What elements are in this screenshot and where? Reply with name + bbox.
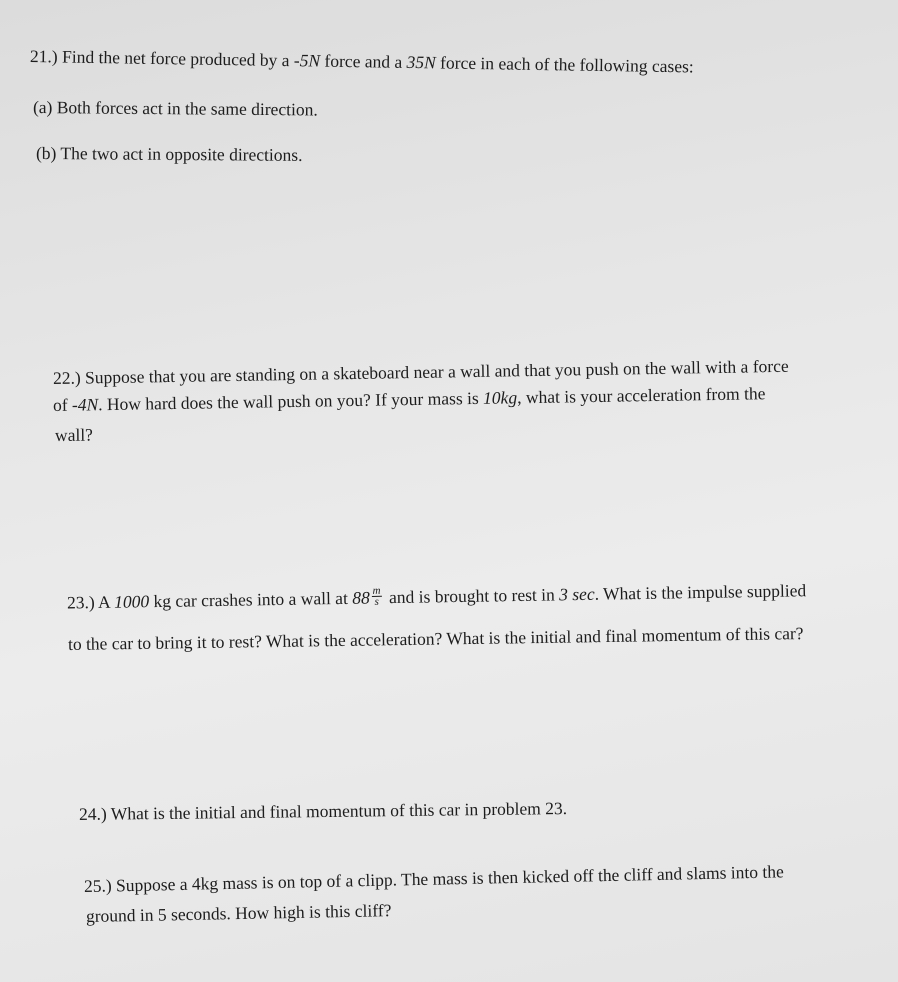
stop-time: 3 sec [558,583,595,605]
problem-21-part-a: (a) Both forces act in the same direction. [32,97,318,120]
problem-23-line-1: 23.) A 1000 kg car crashes into a wall at 88 $\frac{m}{s}$ and is brought to rest in 3 sec. What is the impulse supplied [66,580,807,613]
problem-23-line-2: to the car to bring it to rest? What is the acceleration? What is the initial and final momentum of this car? [67,623,804,654]
problem-22-line-1: 22.) Suppose that you are standing on a skateboard near a wall and that you push on the wall with a force [52,355,789,388]
car-speed: 88 [352,587,370,608]
problem-24-question: 24.) What is the initial and final momentum of this car in problem 23. [78,798,568,824]
car-mass: 1000 [113,591,150,612]
problem-25-line-2: ground in 5 seconds. How high is this cliff? [85,900,392,926]
speed-unit-fraction: $\frac{m}{s}$ [372,584,381,608]
problem-21-part-b: (b) The two act in opposite directions. [35,143,303,165]
problem-25-line-1: 25.) Suppose a 4kg mass is on top of a clipp. The mass is then kicked off the cliff and slams into the [83,861,784,896]
problem-22-line-3: wall? [54,424,94,445]
problem-22-line-2: of -4N. How hard does the wall push on you? If your mass is 10kg, what is your acceleration from the [52,383,766,415]
problem-21-question: 21.) Find the net force produced by a -5N force and a 35N force in each of the following cases: [29,46,694,77]
